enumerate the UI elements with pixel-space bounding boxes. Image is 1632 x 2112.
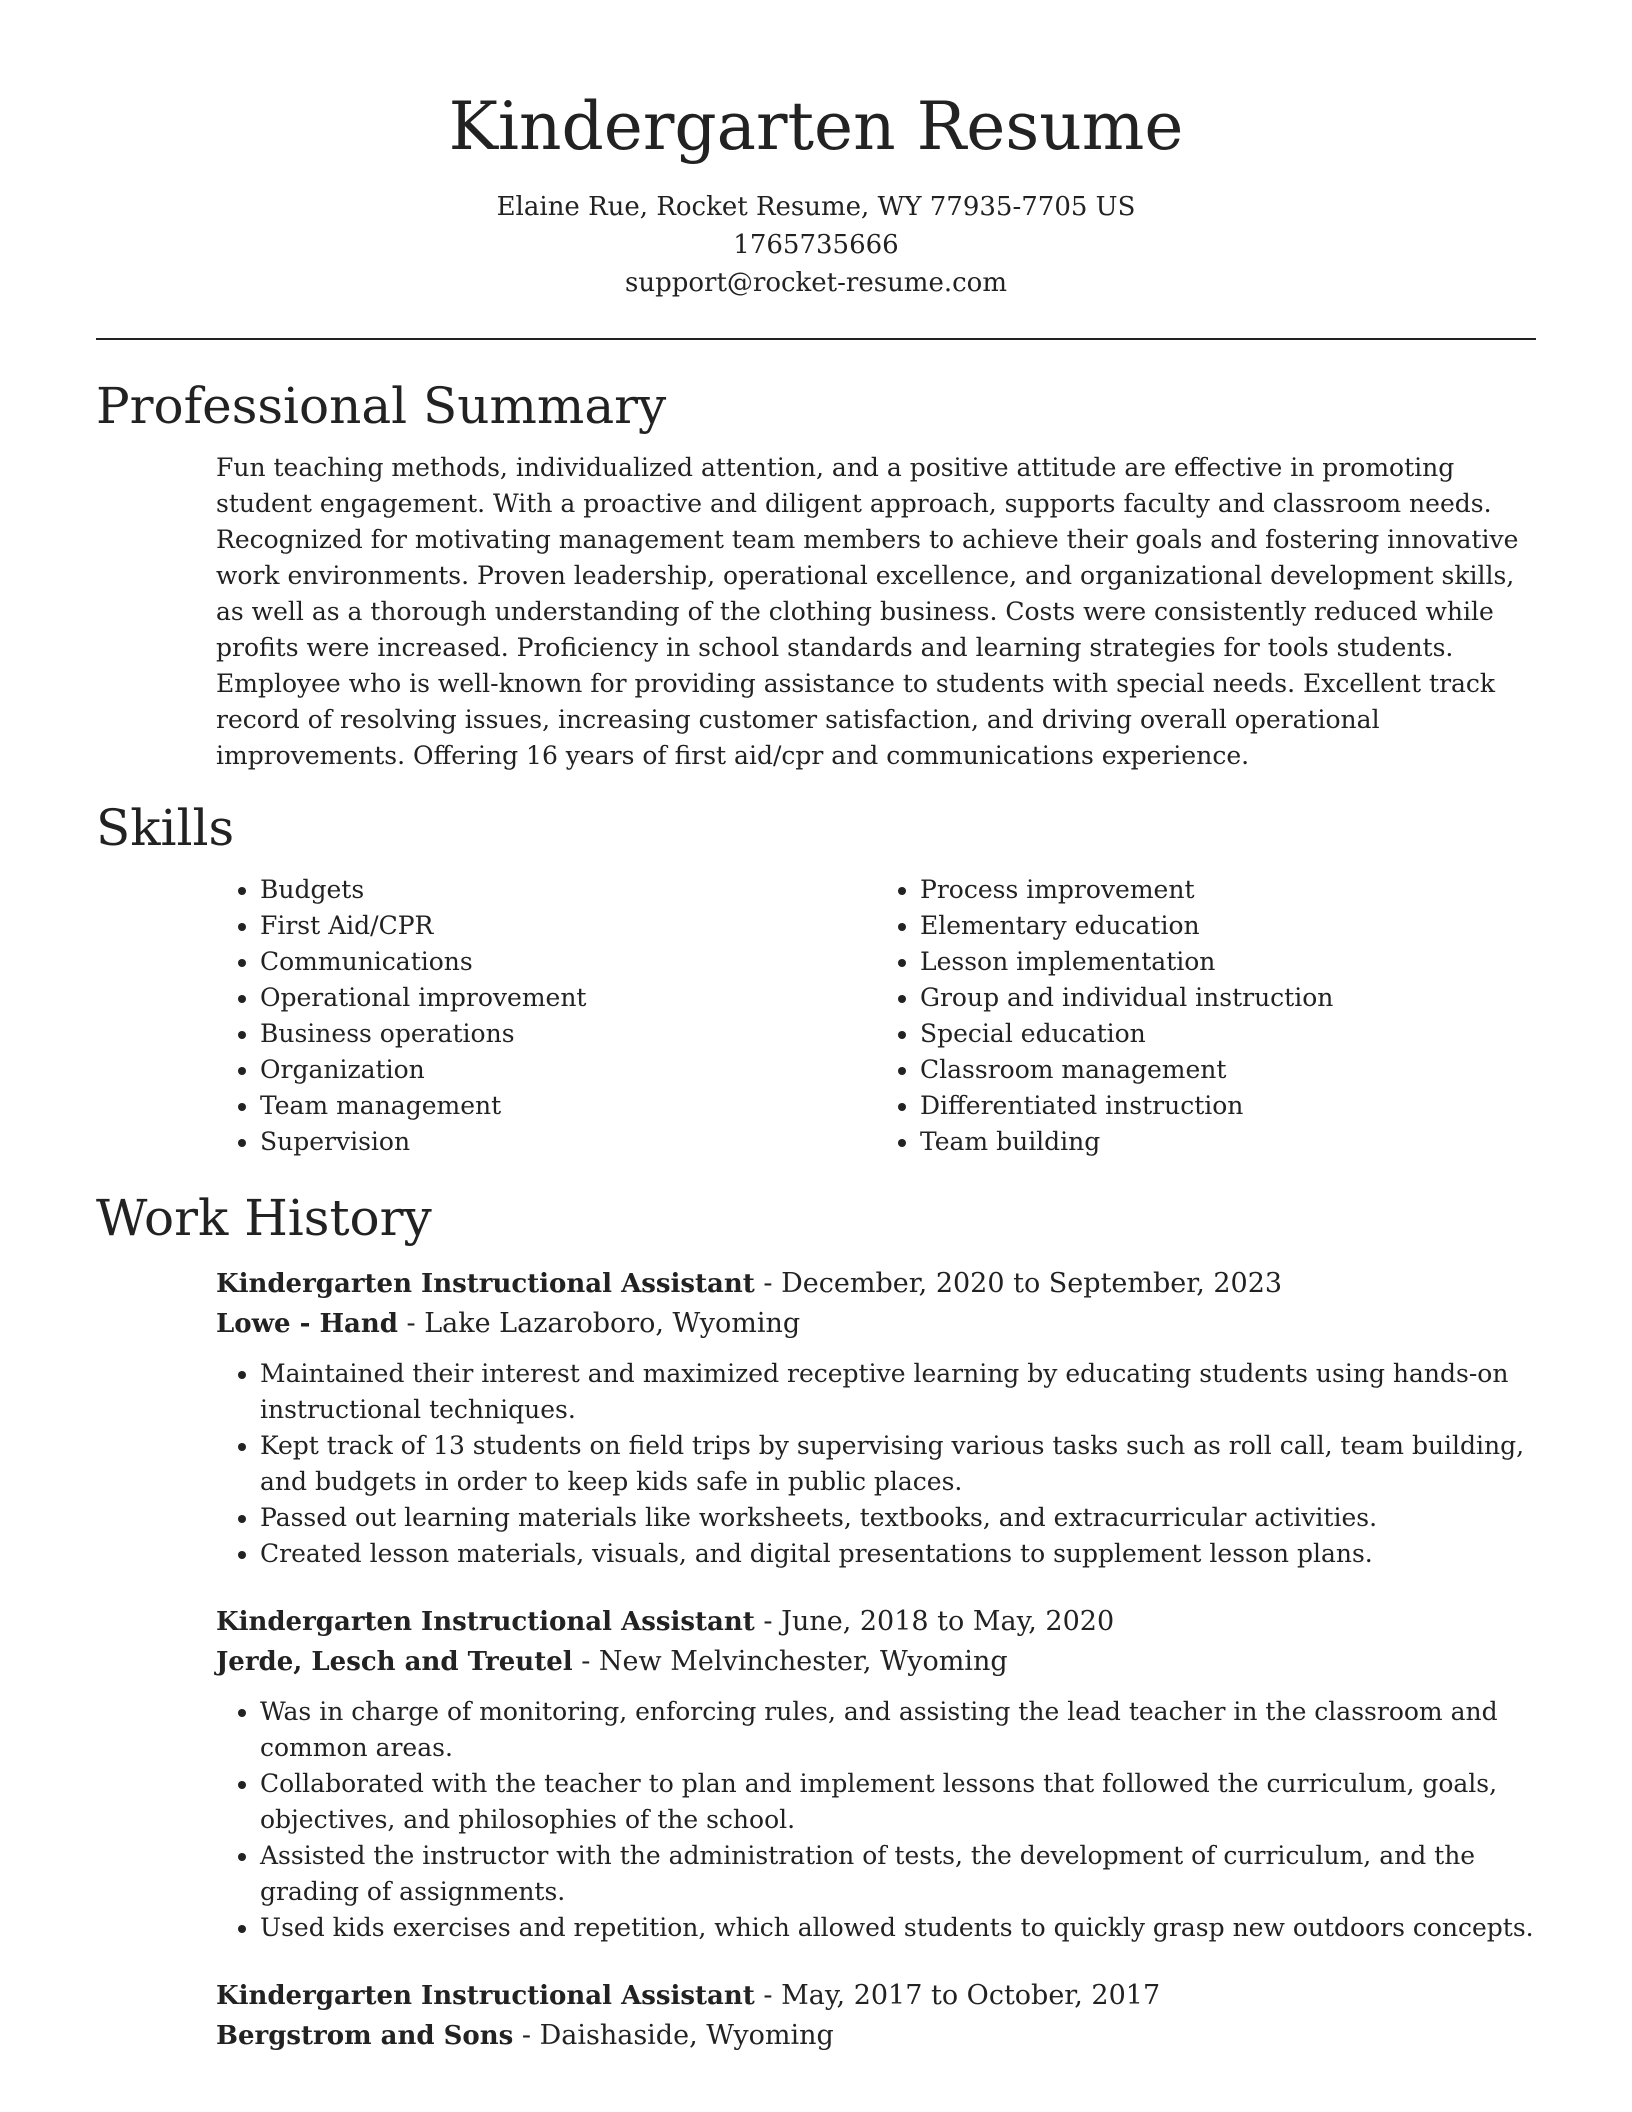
skill-item: • Team management <box>260 1088 876 1124</box>
job-bullet: • Used kids exercises and repetition, which allowed students to quickly grasp new outdoors concepts. <box>260 1910 1536 1946</box>
skill-item: • Organization <box>260 1052 876 1088</box>
job-dates: May, 2017 to October, 2017 <box>781 1980 1161 2011</box>
summary-section <box>96 374 1536 774</box>
job-title: Kindergarten Instructional Assistant <box>216 1269 755 1299</box>
resume-page <box>96 0 1536 2056</box>
job-dates: December, 2020 to September, 2023 <box>781 1268 1283 1299</box>
job-bullet: • Created lesson materials, visuals, and digital presentations to supplement lesson plans. <box>260 1536 1536 1572</box>
skills-list-left <box>216 872 876 1160</box>
job-bullet: • Kept track of 13 students on field trips by supervising various tasks such as roll call, team building, and budgets in order to keep kids safe in public places. <box>260 1428 1536 1500</box>
separator: - <box>397 1308 425 1339</box>
job-title: Kindergarten Instructional Assistant <box>216 1981 755 2011</box>
job-bullet: • Maintained their interest and maximized receptive learning by educating students using hands-on instructional techniques. <box>260 1356 1536 1428</box>
separator: - <box>754 1980 782 2011</box>
skill-item: • Classroom management <box>920 1052 1536 1088</box>
skill-item: • Group and individual instruction <box>920 980 1536 1016</box>
separator: - <box>572 1646 599 1677</box>
job-location: Lake Lazaroboro, Wyoming <box>424 1308 801 1339</box>
job-bullet: • Passed out learning materials like worksheets, textbooks, and extracurricular activities. <box>260 1500 1536 1536</box>
job-company-line <box>216 1642 1536 1682</box>
skills-list-right <box>876 872 1536 1160</box>
job-location: Daishaside, Wyoming <box>539 2020 834 2051</box>
job-company-line <box>216 1304 1536 1344</box>
job-title: Kindergarten Instructional Assistant <box>216 1607 755 1637</box>
contact-block <box>96 188 1536 302</box>
job-entry <box>216 1976 1536 2056</box>
job-company-line <box>216 2016 1536 2056</box>
contact-phone: 1765735666 <box>733 230 899 260</box>
skills-grid <box>216 872 1536 1160</box>
skill-item: • Supervision <box>260 1124 876 1160</box>
contact-email: support@rocket-resume.com <box>624 268 1007 298</box>
page-title: Kindergarten Resume <box>448 88 1184 165</box>
job-bullet: • Assisted the instructor with the administration of tests, the development of curriculum, and the grading of assignments. <box>260 1838 1536 1910</box>
skill-item: • First Aid/CPR <box>260 908 876 944</box>
skill-item: • Team building <box>920 1124 1536 1160</box>
job-bullets <box>216 1356 1536 1572</box>
skill-item: • Special education <box>920 1016 1536 1052</box>
job-entry <box>216 1264 1536 1572</box>
skills-heading: Skills <box>96 799 235 857</box>
skill-item: • Budgets <box>260 872 876 908</box>
skill-item: • Operational improvement <box>260 980 876 1016</box>
skill-item: • Differentiated instruction <box>920 1088 1536 1124</box>
job-company: Lowe - Hand <box>216 1309 398 1339</box>
skills-section <box>96 796 1536 1160</box>
job-bullet: • Collaborated with the teacher to plan and implement lessons that followed the curriculum, goals, objectives, and philosophies of the school. <box>260 1766 1536 1838</box>
job-title-line <box>216 1264 1536 1304</box>
work-history-section <box>96 1186 1536 2056</box>
separator: - <box>754 1268 782 1299</box>
job-company: Bergstrom and Sons <box>216 2021 514 2051</box>
work-history-heading: Work History <box>96 1189 432 1247</box>
job-dates: June, 2018 to May, 2020 <box>781 1606 1115 1637</box>
job-entry <box>216 1602 1536 1946</box>
separator: - <box>513 2020 540 2051</box>
job-bullet: • Was in charge of monitoring, enforcing rules, and assisting the lead teacher in the classroom and common areas. <box>260 1694 1536 1766</box>
resume-header <box>96 0 1536 302</box>
job-title-line <box>216 1976 1536 2016</box>
job-bullets <box>216 1694 1536 1946</box>
separator: - <box>754 1606 782 1637</box>
skill-item: • Process improvement <box>920 872 1536 908</box>
job-company: Jerde, Lesch and Treutel <box>216 1647 573 1677</box>
job-location: New Melvinchester, Wyoming <box>598 1646 1008 1677</box>
skill-item: • Lesson implementation <box>920 944 1536 980</box>
job-title-line <box>216 1602 1536 1642</box>
contact-address: Elaine Rue, Rocket Resume, WY 77935-7705 US <box>496 192 1136 222</box>
skill-item: • Elementary education <box>920 908 1536 944</box>
skill-item: • Communications <box>260 944 876 980</box>
skill-item: • Business operations <box>260 1016 876 1052</box>
header-divider <box>96 338 1536 340</box>
summary-text: Fun teaching methods, individualized attention, and a positive attitude are effective in promoting student engagement. With a proactive and diligent approach, supports faculty and classroom needs. Recognized for motivating management team members to achieve their goals and fostering innovative work environments. Proven leadership, operational excellence, and organizational development skills, as well as a thorough understanding of the clothing business. Costs were consistently reduced while profits were increased. Proficiency in school standards and learning strategies for tools students. Employee who is well-known for providing assistance to students with special needs. Excellent track record of resolving issues, increasing customer satisfaction, and driving overall operational improvements. Offering 16 years of first aid/cpr and communications experience. <box>216 453 1519 770</box>
summary-heading: Professional Summary <box>96 377 667 435</box>
